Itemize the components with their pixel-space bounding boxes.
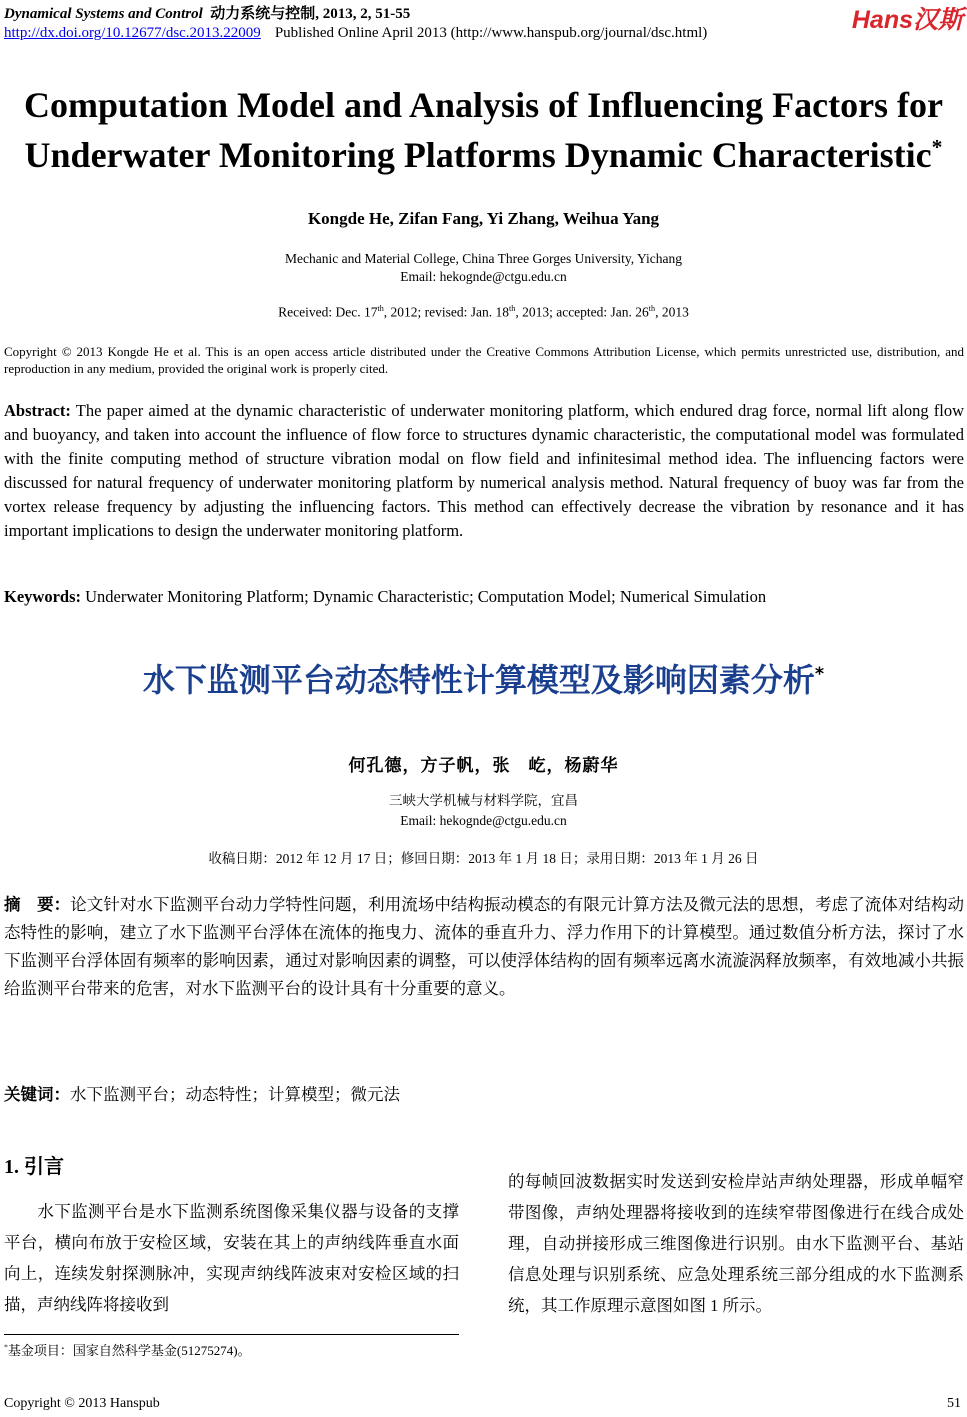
- title-footnote-marker: *: [931, 135, 943, 159]
- chinese-authors: 何孔德，方子帆，张 屹，杨蔚华: [348, 756, 619, 775]
- english-affiliation: [0, 250, 967, 286]
- zh-title-footnote-marker: *: [814, 664, 825, 685]
- page-number: 51: [947, 1396, 961, 1411]
- affiliation-zh: 三峡大学机械与材料学院，宜昌: [389, 793, 578, 808]
- received-dates-en: Received: Dec. 17th, 2012; revised: Jan. 18th, 2013; accepted: Jan. 26th, 2013: [278, 304, 689, 320]
- published-online: Published Online April 2013 (http://www.hanspub.org/journal/dsc.html): [274, 25, 708, 41]
- chinese-title: 水下监测平台动态特性计算模型及影响因素分析*: [142, 661, 825, 699]
- received-dates-zh: 收稿日期：2012 年 12 月 17 日；修回日期：2013 年 1 月 18 日；录用日期：2013 年 1 月 26 日: [208, 851, 759, 866]
- email-zh: Email: hekognde@ctgu.edu.cn: [400, 813, 567, 828]
- abstract-label: Abstract:: [4, 401, 71, 420]
- volume-info: , 2013, 2, 51-55: [315, 6, 411, 22]
- title-line-1: Computation Model and Analysis of Influencing Factors for: [23, 85, 944, 125]
- title-line-2: Underwater Monitoring Platforms Dynamic Characteristic*: [24, 135, 943, 175]
- footer-copyright: Copyright © 2013 Hanspub: [4, 1396, 160, 1411]
- section-right-column: 的每帧回波数据实时发送到安检岸站声纳处理器，形成单幅窄带图像，声纳处理器将接收到的连续窄带图像进行在线合成处理，自动拼接形成三维图像进行识别。由水下监测平台、基站信息处理与识别系统、应急处理系统三部分组成的水下监测系统，其工作原理示意图如图 1 所示。: [508, 1172, 964, 1315]
- doi-link[interactable]: http://dx.doi.org/10.12677/dsc.2013.22009: [4, 25, 261, 41]
- english-title: [0, 84, 967, 176]
- journal-name: Dynamical Systems and Control: [4, 6, 203, 22]
- keywords-zh-label: 关键词：: [4, 1085, 70, 1104]
- journal-name-cn: 动力系统与控制: [210, 6, 316, 22]
- abstract-zh-label: 摘 要：: [4, 895, 71, 914]
- section-left-column: [4, 1196, 459, 1320]
- affiliation-en: Mechanic and Material College, China Three Gorges University, Yichang: [284, 251, 682, 266]
- keywords-label: Keywords:: [4, 587, 81, 606]
- hans-logo: Hans汉斯: [851, 6, 963, 34]
- section-heading: 1. 引言: [4, 1156, 64, 1178]
- chinese-affiliation: [0, 791, 967, 831]
- abstract-text: The paper aimed at the dynamic characteristic of underwater monitoring platform, which endured drag force, normal lift along flow and buoyancy, and taken into account the influence of flow force to structures dynamic characteristic, the computational model was formulated with the finite computing method of structure vibration modal on flow field and infinitesimal method idea. The influencing factors were discussed for natural frequency of underwater monitoring platform by numerical analysis method. Natural frequency of buoy was far from the vortex release frequency by adjusting the influencing factors. This method can effectively decrease the vibration by resonance and it has important implications to design the underwater monitoring platform.: [4, 401, 965, 540]
- abstract-zh: [4, 891, 964, 1003]
- left-column-text: 水下监测平台是水下监测系统图像采集仪器与设备的支撑平台，横向布放于安检区域，安装在其上的声纳线阵垂直水面向上，连续发射探测脉冲，实现声纳线阵波束对安检区域的扫描，声纳线阵将接收到: [4, 1202, 459, 1314]
- english-authors: Kongde He, Zifan Fang, Yi Zhang, Weihua Yang: [307, 209, 660, 228]
- keywords-text: Underwater Monitoring Platform; Dynamic Characteristic; Computation Model; Numerical Simulation: [85, 587, 767, 606]
- footnote: *基金项目：国家自然科学基金(51275274)。: [4, 1342, 251, 1358]
- keywords-zh: [4, 1081, 964, 1109]
- header-doi-line: [4, 25, 707, 42]
- keywords-zh-text: 水下监测平台；动态特性；计算模型；微元法: [70, 1085, 400, 1104]
- keywords-en: [4, 585, 964, 609]
- abstract-en: [4, 399, 964, 543]
- email-en: Email: hekognde@ctgu.edu.cn: [400, 269, 567, 284]
- footnote-divider: [4, 1334, 459, 1335]
- journal-header: [4, 2, 410, 23]
- abstract-zh-text: 论文针对水下监测平台动力学特性问题，利用流场中结构振动模态的有限元计算方法及微元法的思想，考虑了流体对结构动态特性的影响，建立了水下监测平台浮体在流体的拖曳力、流体的垂直升力、浮力作用下的计算模型。通过数值分析方法，探讨了水下监测平台浮体固有频率的影响因素，通过对影响因素的调整，可以使浮体结构的固有频率远离水流漩涡释放频率，有效地减小共振给监测平台带来的危害，对水下监测平台的设计具有十分重要的意义。: [4, 895, 965, 998]
- copyright-note: Copyright © 2013 Kongde He et al. This is an open access article distributed under the Creative Commons Attribution License, which permits unrestricted use, distribution, and reproduction in any medium, provided the original work is properly cited.: [4, 344, 964, 376]
